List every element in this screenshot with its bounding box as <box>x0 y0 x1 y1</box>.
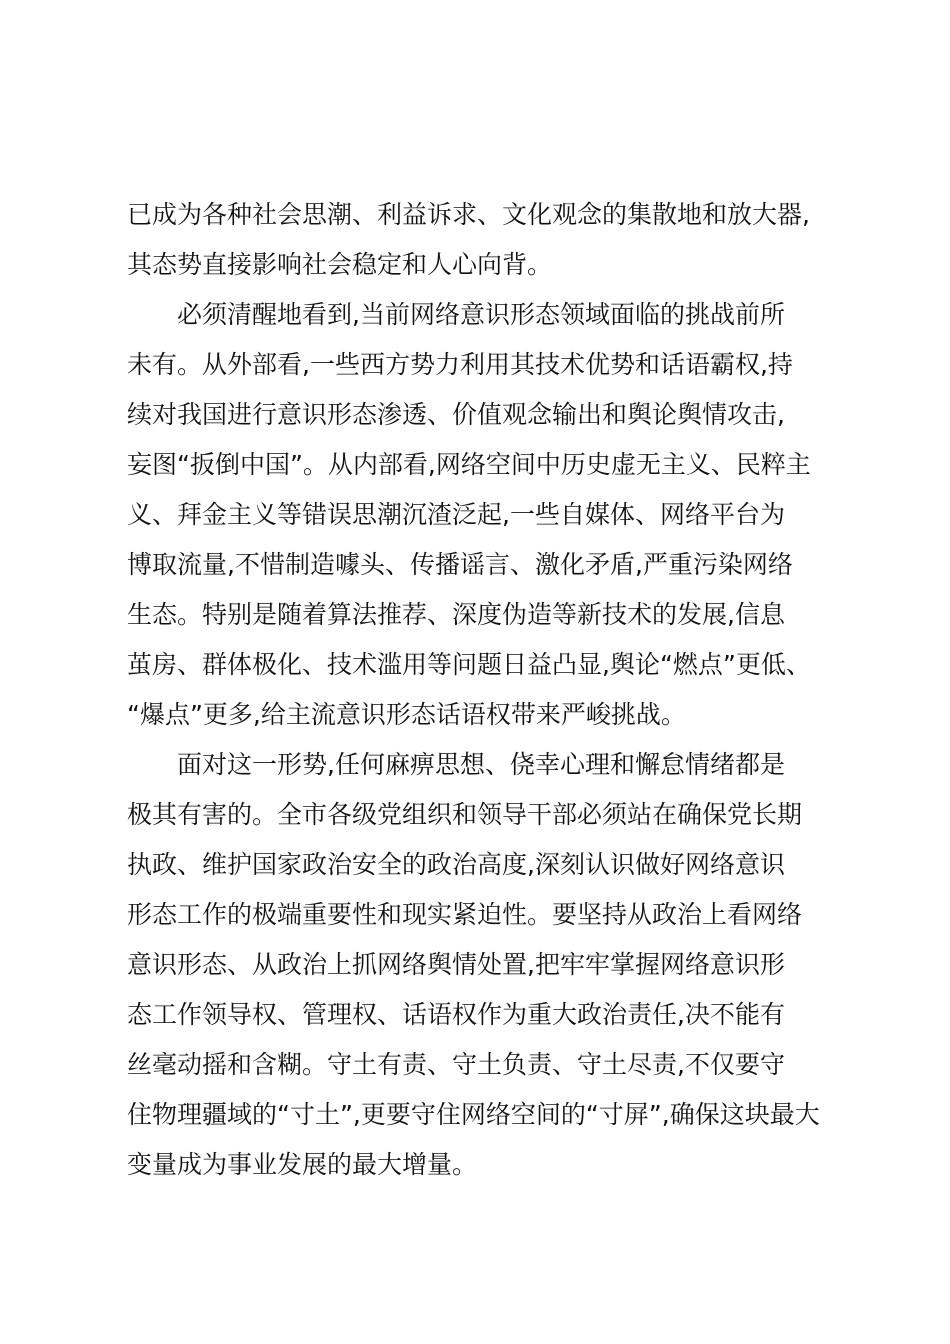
paragraph-line: 态工作领导权、管理权、话语权作为重大政治责任,决不能有 <box>127 1000 785 1029</box>
paragraph-2 <box>127 290 827 740</box>
paragraph-line: 生态。特别是随着算法推荐、深度伪造等新技术的发展,信息 <box>127 600 785 629</box>
paragraph-line: 未有。从外部看,一些西方势力利用其技术优势和话语霸权,持 <box>127 350 793 379</box>
paragraph-line: 茧房、群体极化、技术滥用等问题日益凸显,舆论“燃点”更低、 <box>127 650 811 679</box>
paragraph-3 <box>127 740 827 1190</box>
paragraph-1 <box>127 190 827 290</box>
paragraph-line: 执政、维护国家政治安全的政治高度,深刻认识做好网络意识 <box>127 850 785 879</box>
paragraph-line: 丝毫动摇和含糊。守土有责、守土负责、守土尽责,不仅要守 <box>127 1050 785 1079</box>
paragraph-line: 博取流量,不惜制造噱头、传播谣言、激化矛盾,严重污染网络 <box>127 550 793 579</box>
paragraph-line: 变量成为事业发展的最大增量。 <box>127 1150 478 1179</box>
paragraph-line: 面对这一形势,任何麻痹思想、侥幸心理和懈怠情绪都是 <box>177 750 785 779</box>
paragraph-line: 其态势直接影响社会稳定和人心向背。 <box>127 250 553 279</box>
paragraph-line: 意识形态、从政治上抓网络舆情处置,把牢牢掌握网络意识形 <box>127 950 785 979</box>
paragraph-line: 住物理疆域的“寸土”,更要守住网络空间的“寸屏”,确保这块最大 <box>127 1100 820 1129</box>
paragraph-line: 续对我国进行意识形态渗透、价值观念输出和舆论舆情攻击, <box>127 400 785 429</box>
paragraph-line: 必须清醒地看到,当前网络意识形态领域面临的挑战前所 <box>177 300 785 329</box>
paragraph-line: “爆点”更多,给主流意识形态话语权带来严峻挑战。 <box>127 700 686 729</box>
document-body <box>127 190 827 1190</box>
paragraph-line: 义、拜金主义等错误思潮沉渣泛起,一些自媒体、网络平台为 <box>127 500 785 529</box>
paragraph-line: 已成为各种社会思潮、利益诉求、文化观念的集散地和放大器, <box>127 200 810 229</box>
paragraph-line: 妄图“扳倒中国”。从内部看,网络空间中历史虚无主义、民粹主 <box>127 450 811 479</box>
paragraph-line: 形态工作的极端重要性和现实紧迫性。要坚持从政治上看网络 <box>127 900 803 929</box>
paragraph-line: 极其有害的。全市各级党组织和领导干部必须站在确保党长期 <box>127 800 803 829</box>
